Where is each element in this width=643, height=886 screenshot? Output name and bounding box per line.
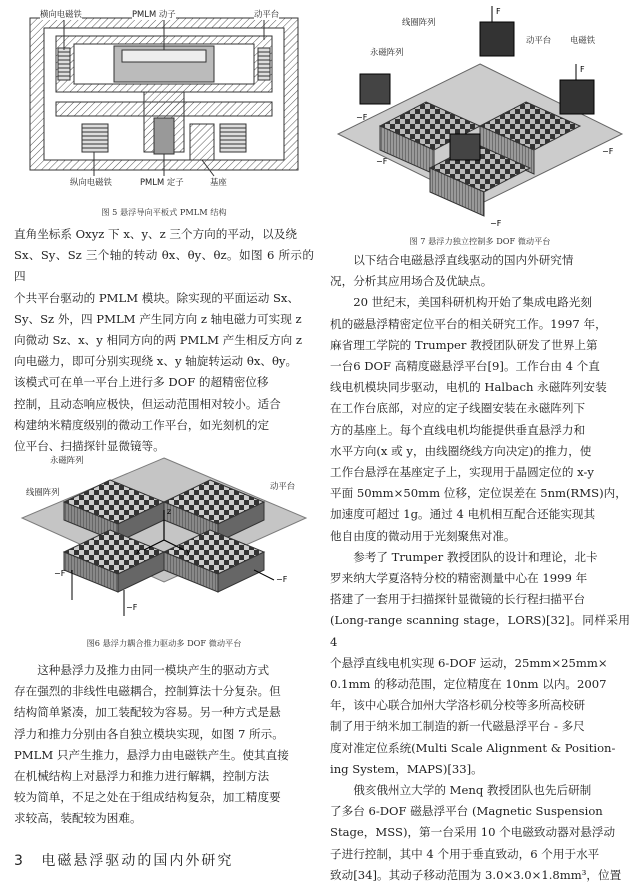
left-text-block-2 [14, 660, 314, 830]
text-line: 年，该中心联合加州大学洛杉矶分校等多所高校研 [330, 698, 586, 713]
text-line: 存在强烈的非线性电磁耦合，控制算法十分复杂。但 [14, 684, 281, 699]
text-line: 浮力和推力分别由各自独立模块实现，如图 7 所示。 [14, 726, 284, 741]
svg-text:−F: −F [376, 157, 388, 166]
label-pmlm-stator: PMLM 定子 [140, 177, 184, 187]
text-line: 求较高，装配较为困难。 [14, 811, 142, 826]
text-line: 线电机模块同步驱动，电机的 Halbach 永磁阵列安装 [330, 380, 607, 395]
svg-text:−F: −F [276, 575, 288, 584]
label-magnet-array: 永磁阵列 [370, 47, 404, 57]
text-line: 该模式可在单一平台上进行多 DOF 的超精密位移 [14, 375, 269, 390]
left-text-block-1 [14, 224, 314, 457]
svg-text:F: F [496, 7, 501, 16]
label-magnet-array: 永磁阵列 [50, 455, 84, 465]
svg-text:−F: −F [54, 569, 66, 578]
text-line: 加速度可超过 1g。通过 4 电机相互配合还能实现其 [330, 507, 596, 522]
figure-5-diagram [14, 6, 314, 186]
text-line: 机的磁悬浮精密定位平台的相关研究工作。1997 年， [330, 316, 607, 331]
text-line: 平面 50mm×50mm 位移，定位误差在 5nm(RMS)内， [330, 486, 627, 501]
text-line: 以下结合电磁悬浮直线驱动的国内外研究情 [353, 253, 574, 267]
label-platform: 动平台 [526, 35, 552, 45]
svg-text:x: x [136, 547, 141, 556]
text-line: 方的基座上。每个直线电机均能提供垂直悬浮力和 [330, 422, 586, 437]
label-base: 基座 [210, 177, 227, 187]
text-line: ing System，MAPS)[33]。 [330, 761, 483, 776]
text-line: 子进行控制，其中 4 个用于垂直致动，6 个用于水平 [330, 846, 600, 861]
label-vertical-magnet: 纵向电磁铁 [70, 177, 112, 187]
text-line: 构建纳米精度级别的微动工作平台，如光刻机的定 [14, 417, 270, 432]
text-line: Sx、Sy、Sz 三个轴的转动 θx、θy、θz。如图 6 所示的四 [14, 248, 314, 284]
text-line: 他自由度的微动用于光刻聚焦对准。 [330, 528, 516, 543]
text-line: 控制，且动态响应极快，但运动范围相对较小。适合 [14, 396, 281, 411]
text-line: (Long-range scanning stage，LORS)[32]。同样采用 4 [330, 613, 630, 649]
figure-6-diagram [14, 450, 314, 625]
section-heading [14, 850, 233, 870]
text-line: Sy、Sz 外，四 PMLM 产生同方向 z 轴电磁力可实现 z [14, 311, 302, 326]
label-coil-array: 线圈阵列 [26, 487, 60, 497]
text-line: 在工作台底部，对应的定子线圈安装在永磁阵列下 [330, 401, 586, 416]
figure-6 [14, 450, 314, 625]
label-pmlm-mover: PMLM 动子 [132, 9, 176, 19]
text-line: 个悬浮直线电机实现 6-DOF 运动，25mm×25mm× [330, 655, 608, 670]
right-text-block [330, 250, 630, 886]
text-line: 制了用于纳米加工制造的新一代磁悬浮平台 - 多尺 [330, 719, 585, 734]
text-line: 工作台悬浮在基座定子上，实现用于晶圆定位的 x-y [330, 465, 594, 480]
label-platform: 动平台 [270, 481, 296, 491]
label-electromagnet: 电磁铁 [570, 35, 596, 45]
text-line: 况，分析其应用场合及优缺点。 [330, 274, 493, 289]
label-lateral-magnet: 横向电磁铁 [40, 9, 82, 19]
text-line: 结构简单紧凑，加工装配较为容易。另一种方式是悬 [14, 705, 281, 720]
text-line: Stage，MSS)，第一台采用 10 个电磁致动器对悬浮动 [330, 825, 616, 840]
svg-text:−F: −F [356, 113, 368, 122]
text-line: 度对准定位系统(Multi Scale Alignment & Position- [330, 740, 616, 755]
text-line: 向电磁力，即可分别实现绕 x、y 轴旋转运动 θx、θy。 [14, 354, 298, 369]
text-line: 在机械结构上对悬浮力和推力进行解耦，控制方法 [14, 769, 270, 784]
text-line: 麻省理工学院的 Trumper 教授团队研发了世界上第 [330, 337, 598, 352]
text-line: 了多台 6-DOF 磁悬浮平台 (Magnetic Suspension [330, 804, 603, 819]
svg-text:−F: −F [602, 147, 614, 156]
text-line: 20 世纪末，美国科研机构开始了集成电路光刻 [353, 295, 592, 310]
figure-6-caption: 图6 悬浮力耦合推力驱动多 DOF 微动平台 [86, 638, 242, 648]
figure-5-caption: 图 5 悬浮导向平板式 PMLM 结构 [101, 207, 227, 217]
text-line: 向微动 Sz、x、y 相同方向的两 PMLM 产生相反方向 z [14, 333, 303, 348]
label-platform: 动平台 [254, 9, 280, 19]
text-line: 参考了 Trumper 教授团队的设计和理论，北卡 [353, 549, 598, 564]
text-line: 俄亥俄州立大学的 Menq 教授团队也先后研制 [353, 783, 592, 798]
figure-7-caption: 图 7 悬浮力独立控制多 DOF 微动平台 [409, 236, 551, 246]
text-line: 罗来纳大学夏洛特分校的精密测量中心在 1999 年 [330, 571, 588, 586]
text-line: 直角坐标系 Oxyz 下 x、y、z 三个方向的平动，以及绕 [14, 227, 297, 241]
figure-7 [330, 4, 630, 236]
text-line: 这种悬浮力及推力由同一模块产生的驱动方式 [37, 663, 270, 677]
text-line: 致动[34]。其动子移动范围为 3.0×3.0×1.8mm³，位置 [330, 867, 622, 882]
svg-text:−F: −F [490, 219, 502, 228]
svg-text:y: y [186, 547, 191, 556]
text-line: 个共平台驱动的 PMLM 模块。除实现的平面运动 Sx、 [14, 290, 300, 305]
text-line: 搭建了一套用于扫描探针显微镜的长行程扫描平台 [330, 592, 586, 607]
svg-text:F: F [580, 65, 585, 74]
text-line: 0.1mm 的移动范围，定位精度在 10nm 以内。2007 [330, 677, 607, 692]
figure-5 [14, 6, 314, 201]
text-line: 位平台、扫描探针显微镜等。 [14, 439, 165, 454]
section-title: 电磁悬浮驱动的国内外研究 [41, 853, 234, 869]
section-number: 3 [14, 853, 25, 869]
svg-text:z: z [167, 507, 172, 516]
text-line: 水平方向(x 或 y，由线圈绕线方向决定)的推力，使 [330, 443, 592, 458]
text-line: PMLM 只产生推力，悬浮力由电磁铁产生。使其直接 [14, 747, 289, 762]
text-line: 一台6 DOF 高精度磁悬浮平台[9]。工作台由 4 个直 [330, 359, 600, 374]
svg-text:−F: −F [126, 603, 138, 612]
text-line: 较为简单，不足之处在于组成结构复杂，加工精度要 [14, 790, 281, 805]
label-coil-array: 线圈阵列 [402, 17, 436, 27]
